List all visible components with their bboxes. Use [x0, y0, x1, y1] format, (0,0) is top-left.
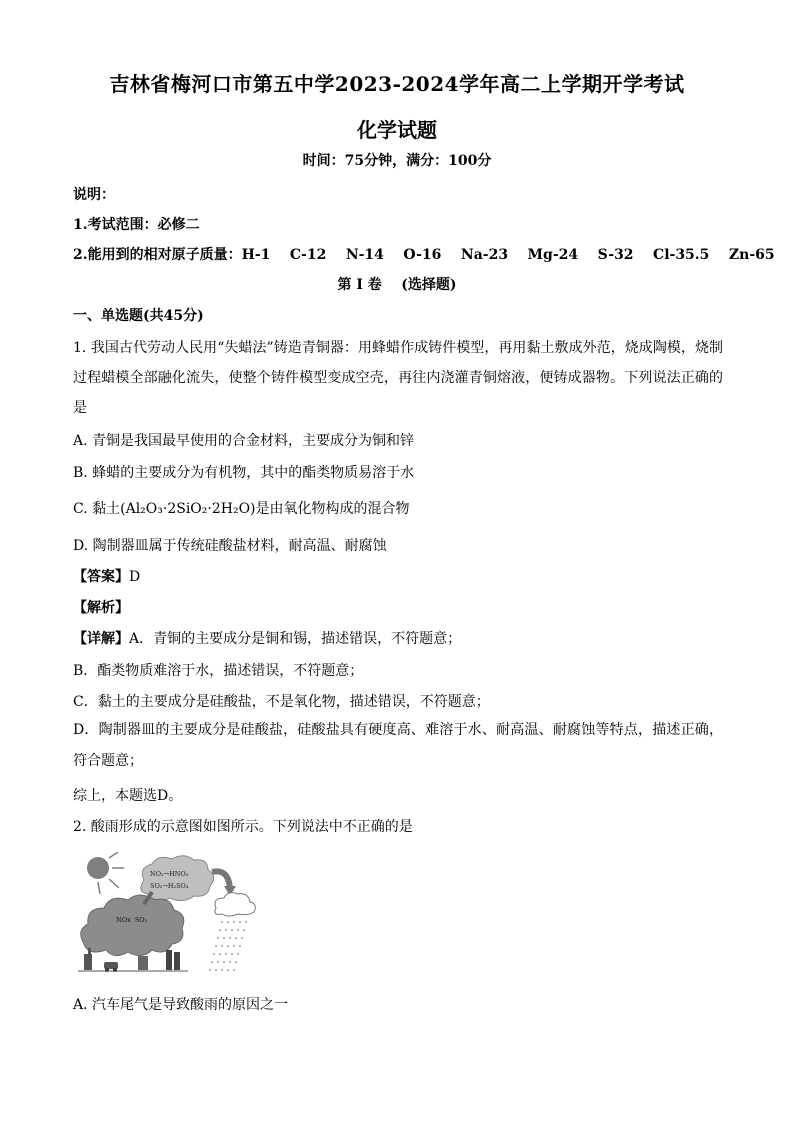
question-1-answer: [73, 566, 140, 586]
factory-icon: [84, 954, 92, 970]
time-info: 时间：75分钟，满分：100分: [302, 153, 492, 169]
answer-label: 【答案】: [73, 569, 129, 585]
car-icon: [104, 962, 118, 969]
option-c-suffix: )是由氧化物构成的混合物: [250, 501, 410, 517]
page-subtitle: 化学试题: [357, 118, 437, 142]
question-1-option-b: B. 蜂蜡的主要成分为有机物，其中的酯类物质易溶于水: [73, 465, 415, 481]
question-1-stem: 1. 我国古代劳动人民用“失蜡法”铸造青铜器：用蜂蜡作成铸件模型，再用黏土敷成外范，烧成陶模，烧制过程蜡模全部融化流失，使整个铸件模型变成空壳，再往内浇灌青铜熔液，便铸成器物。下列说法正确的是: [73, 340, 723, 416]
acid-rain-drops: [209, 921, 247, 971]
answer-value: D: [129, 569, 141, 585]
question-1-option-d: D. 陶制器皿属于传统硅酸盐材料，耐高温、耐腐蚀: [73, 538, 387, 554]
gases-label: NOx SO₂: [116, 916, 148, 924]
reaction-1-label: NO₂→HNO₃: [150, 870, 189, 878]
section-heading: 一、单选题(共45分): [73, 308, 204, 324]
analysis-label: 【解析】: [73, 600, 129, 616]
detail-b: B．酯类物质难溶于水，描述错误，不符题意；: [73, 663, 364, 679]
pollution-cloud: [81, 895, 184, 956]
reaction-2-label: SO₂→H₂SO₄: [150, 882, 189, 890]
page-title: 吉林省梅河口市第五中学2023-2024学年高二上学期开学考试: [109, 72, 685, 96]
detail-c: C．黏土的主要成分是硅酸盐，不是氧化物，描述错误，不符题意；: [73, 694, 490, 710]
summary: 综上，本题选D。: [73, 788, 183, 804]
notes-label: 说明：: [73, 187, 115, 203]
building-icon: [138, 956, 148, 970]
question-2-stem: 2. 酸雨形成的示意图如图所示。下列说法中不正确的是: [73, 819, 413, 835]
detail-label: 【详解】: [73, 631, 129, 647]
chimney-icon: [166, 950, 172, 970]
option-c-formula: Al₂O₃·2SiO₂·2H₂O: [125, 501, 251, 517]
option-c-prefix: C. 黏土(: [73, 501, 126, 517]
arrow-to-rain-cloud: [212, 871, 230, 888]
detail-a: [73, 628, 461, 648]
notes-item-atomic-mass: 2.能用到的相对原子质量：H-1 C-12 N-14 O-16 Na-23 Mg-24 S-32 Cl-35.5 Zn-65: [73, 247, 775, 263]
detail-d: D．陶制器皿的主要成分是硅酸盐，硅酸盐具有硬度高、难溶于水、耐高温、耐腐蚀等特点，描述正确，符合题意；: [73, 722, 723, 769]
question-1-option-c: [73, 498, 410, 518]
detail-a-text: A．青铜的主要成分是铜和锡，描述错误，不符题意；: [129, 631, 462, 647]
notes-item-scope: 1.考试范围：必修二: [73, 217, 200, 233]
question-2-option-a: A. 汽车尾气是导致酸雨的原因之一: [73, 997, 289, 1013]
rain-cloud: [215, 893, 255, 916]
question-1-option-a: A. 青铜是我国最早使用的合金材料，主要成分为铜和锌: [73, 433, 415, 449]
sun-icon: [87, 857, 109, 879]
volume-heading: 第 I 卷 (选择题): [337, 277, 457, 293]
acid-rain-diagram: [78, 852, 258, 974]
